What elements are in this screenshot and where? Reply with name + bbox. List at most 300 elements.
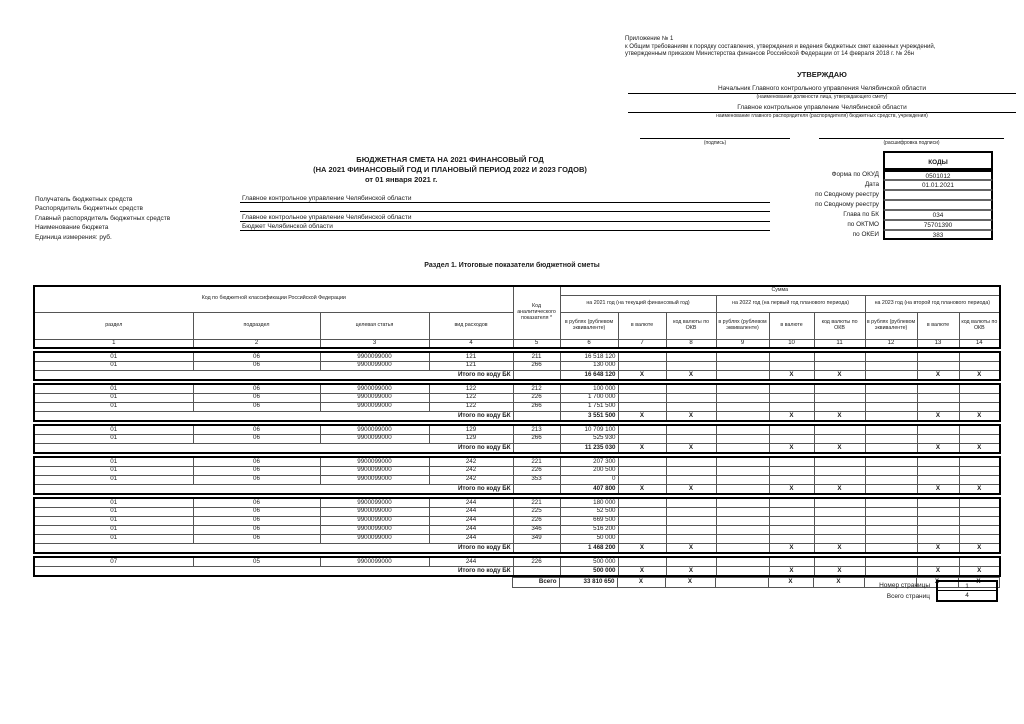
x-mark-cell: X bbox=[769, 411, 814, 421]
data-cell: 221 bbox=[513, 457, 560, 466]
data-row bbox=[34, 393, 1000, 402]
data-cell: 1 700 000 bbox=[560, 393, 618, 402]
results-table bbox=[33, 285, 999, 588]
x-mark-cell: X bbox=[959, 484, 1000, 494]
data-cell: 06 bbox=[193, 361, 320, 370]
empty-cell bbox=[769, 457, 814, 466]
data-cell: 01 bbox=[34, 425, 193, 434]
empty-cell bbox=[959, 361, 1000, 370]
requisite-value: Бюджет Челябинской области bbox=[240, 223, 770, 231]
empty-cell bbox=[959, 402, 1000, 411]
data-cell: 06 bbox=[193, 393, 320, 402]
data-cell: 05 bbox=[193, 557, 320, 566]
empty-cell bbox=[959, 516, 1000, 525]
data-cell: 01 bbox=[34, 361, 193, 370]
empty-cell bbox=[865, 384, 917, 393]
requisite-row bbox=[35, 231, 775, 241]
x-mark-cell: X bbox=[917, 411, 959, 421]
code-value: 0501012 bbox=[883, 170, 993, 180]
empty-cell bbox=[716, 466, 769, 475]
empty-cell bbox=[814, 393, 865, 402]
empty-cell bbox=[618, 466, 666, 475]
empty-cell bbox=[769, 534, 814, 543]
column-number: 11 bbox=[814, 339, 865, 348]
header-vid-rashodov: вид расходов bbox=[429, 312, 513, 339]
data-cell: 01 bbox=[34, 534, 193, 543]
empty-cell bbox=[618, 402, 666, 411]
data-cell: 01 bbox=[34, 525, 193, 534]
data-cell: 9900099000 bbox=[320, 393, 429, 402]
empty-cell bbox=[618, 475, 666, 484]
data-cell: 9900099000 bbox=[320, 466, 429, 475]
x-mark-cell: X bbox=[768, 578, 813, 588]
x-mark-cell bbox=[865, 543, 917, 553]
header-analytic-code: Код аналитического показателя * bbox=[513, 286, 560, 339]
empty-cell bbox=[769, 516, 814, 525]
empty-cell bbox=[618, 384, 666, 393]
empty-cell bbox=[917, 557, 959, 566]
appendix-note-line2: к Общим требованиям к порядку составления, утверждения и ведения бюджетных смет казенных учреждений, bbox=[625, 43, 936, 50]
requisites-block bbox=[35, 193, 775, 241]
data-cell: 06 bbox=[193, 402, 320, 411]
empty-cell bbox=[865, 475, 917, 484]
empty-cell bbox=[917, 384, 959, 393]
empty-cell bbox=[814, 457, 865, 466]
empty-cell bbox=[666, 434, 716, 443]
empty-cell bbox=[814, 475, 865, 484]
data-cell: 06 bbox=[193, 498, 320, 507]
header-rub-2023: в рублях (рублевом эквиваленте) bbox=[865, 312, 917, 339]
empty-cell bbox=[865, 516, 917, 525]
spacer-cell bbox=[33, 578, 512, 588]
empty-cell bbox=[917, 525, 959, 534]
data-cell: 52 500 bbox=[560, 507, 618, 516]
approval-org-hint: наименование главного распорядителя (распорядителя) бюджетных средств, учреждения) bbox=[716, 113, 928, 119]
data-cell: 122 bbox=[429, 402, 513, 411]
data-cell: 01 bbox=[34, 352, 193, 361]
x-mark-cell bbox=[865, 411, 917, 421]
x-mark-cell bbox=[865, 566, 917, 576]
subtotal-label: Итого по коду БК bbox=[34, 411, 513, 421]
requisite-value bbox=[240, 211, 770, 212]
empty-cell bbox=[618, 393, 666, 402]
empty-cell bbox=[865, 457, 917, 466]
column-number: 3 bbox=[320, 339, 429, 348]
empty-cell bbox=[513, 411, 560, 421]
results-table-header bbox=[33, 285, 1001, 349]
data-cell: 226 bbox=[513, 393, 560, 402]
data-row bbox=[34, 425, 1000, 434]
requisite-value: Главное контрольное управление Челябинской области bbox=[240, 214, 770, 222]
empty-cell bbox=[716, 361, 769, 370]
data-cell: 180 000 bbox=[560, 498, 618, 507]
data-cell: 207 300 bbox=[560, 457, 618, 466]
empty-cell bbox=[814, 516, 865, 525]
empty-cell bbox=[917, 425, 959, 434]
empty-cell bbox=[917, 516, 959, 525]
empty-cell bbox=[917, 361, 959, 370]
code-label: по Сводному реестру bbox=[815, 201, 879, 208]
data-row bbox=[34, 434, 1000, 443]
data-cell: 349 bbox=[513, 534, 560, 543]
empty-cell bbox=[716, 525, 769, 534]
header-okv-2021: код валюты по ОКВ bbox=[666, 312, 716, 339]
header-year-2021: на 2021 год (на текущий финансовый год) bbox=[560, 295, 716, 312]
approval-title: УТВЕРЖДАЮ bbox=[797, 70, 847, 79]
empty-cell bbox=[814, 384, 865, 393]
data-cell: 266 bbox=[513, 434, 560, 443]
x-mark-cell: X bbox=[618, 543, 666, 553]
empty-cell bbox=[959, 466, 1000, 475]
empty-cell bbox=[865, 393, 917, 402]
column-number: 14 bbox=[959, 339, 1000, 348]
header-okv-2022: код валюты по ОКВ bbox=[814, 312, 865, 339]
empty-cell bbox=[666, 557, 716, 566]
data-cell: 06 bbox=[193, 516, 320, 525]
x-mark-cell: X bbox=[618, 370, 666, 380]
empty-cell bbox=[513, 484, 560, 494]
empty-cell bbox=[716, 557, 769, 566]
empty-cell bbox=[618, 507, 666, 516]
bk-group-table bbox=[33, 456, 1001, 495]
data-row bbox=[34, 457, 1000, 466]
page-number-label: Номер страницы bbox=[879, 582, 930, 589]
column-number: 2 bbox=[193, 339, 320, 348]
data-cell: 0 bbox=[560, 475, 618, 484]
subtotal-row bbox=[34, 411, 1000, 421]
x-mark-cell: X bbox=[666, 484, 716, 494]
data-cell: 669 500 bbox=[560, 516, 618, 525]
x-mark-cell: X bbox=[959, 566, 1000, 576]
data-row bbox=[34, 498, 1000, 507]
appendix-note-line3: утвержденным приказом Министерства финансов Российской Федерации от 14 февраля 2018 г. № 26н bbox=[625, 51, 914, 57]
header-sum: Сумма bbox=[560, 286, 1000, 295]
data-cell: 122 bbox=[429, 393, 513, 402]
x-mark-cell bbox=[865, 484, 917, 494]
subtotal-value: 407 800 bbox=[560, 484, 618, 494]
data-cell: 9900099000 bbox=[320, 475, 429, 484]
empty-cell bbox=[769, 507, 814, 516]
data-cell: 121 bbox=[429, 352, 513, 361]
empty-cell bbox=[666, 516, 716, 525]
column-number: 12 bbox=[865, 339, 917, 348]
empty-cell bbox=[666, 534, 716, 543]
page-number-value: 1 bbox=[936, 580, 998, 591]
empty-cell bbox=[666, 402, 716, 411]
data-row bbox=[34, 466, 1000, 475]
empty-cell bbox=[769, 402, 814, 411]
x-mark-cell: X bbox=[665, 578, 715, 588]
empty-cell bbox=[618, 557, 666, 566]
data-row bbox=[34, 557, 1000, 566]
requisite-label: Единица измерения: руб. bbox=[35, 233, 112, 241]
empty-cell bbox=[513, 543, 560, 553]
x-mark-cell: X bbox=[618, 411, 666, 421]
empty-cell bbox=[814, 534, 865, 543]
empty-cell bbox=[959, 434, 1000, 443]
appendix-note bbox=[625, 36, 1021, 59]
x-mark-cell: X bbox=[769, 443, 814, 453]
requisite-value: Главное контрольное управление Челябинской области bbox=[240, 195, 770, 203]
code-label: Дата bbox=[864, 181, 879, 188]
subtotal-row bbox=[34, 443, 1000, 453]
data-cell: 10 709 100 bbox=[560, 425, 618, 434]
x-mark-cell: X bbox=[618, 443, 666, 453]
data-row bbox=[34, 384, 1000, 393]
x-mark-cell: X bbox=[769, 543, 814, 553]
x-mark-cell: X bbox=[916, 578, 958, 588]
empty-cell bbox=[618, 457, 666, 466]
bk-group-table bbox=[33, 424, 1001, 454]
x-mark-cell: X bbox=[958, 578, 999, 588]
data-cell: 244 bbox=[429, 498, 513, 507]
data-cell: 06 bbox=[193, 384, 320, 393]
data-cell: 01 bbox=[34, 498, 193, 507]
bk-group-table bbox=[33, 351, 1001, 381]
empty-cell bbox=[865, 402, 917, 411]
code-label: по Сводному реестру bbox=[815, 191, 879, 198]
x-mark-cell bbox=[716, 370, 769, 380]
code-value: 01.01.2021 bbox=[883, 180, 993, 190]
x-mark-cell: X bbox=[618, 484, 666, 494]
empty-cell bbox=[618, 498, 666, 507]
empty-cell bbox=[917, 434, 959, 443]
x-mark-cell: X bbox=[917, 484, 959, 494]
data-cell: 525 930 bbox=[560, 434, 618, 443]
data-cell: 244 bbox=[429, 525, 513, 534]
empty-cell bbox=[716, 516, 769, 525]
data-cell: 07 bbox=[34, 557, 193, 566]
empty-cell bbox=[814, 425, 865, 434]
column-number: 5 bbox=[513, 339, 560, 348]
empty-cell bbox=[959, 425, 1000, 434]
signature-line bbox=[640, 131, 790, 139]
code-value: 75701390 bbox=[883, 220, 993, 230]
data-cell: 9900099000 bbox=[320, 425, 429, 434]
data-cell: 221 bbox=[513, 498, 560, 507]
signature-field bbox=[640, 131, 790, 150]
code-value bbox=[883, 200, 993, 210]
data-row bbox=[34, 352, 1000, 361]
empty-cell bbox=[865, 534, 917, 543]
x-mark-cell: X bbox=[959, 411, 1000, 421]
data-row bbox=[34, 361, 1000, 370]
data-cell: 9900099000 bbox=[320, 507, 429, 516]
data-cell: 01 bbox=[34, 457, 193, 466]
data-cell: 01 bbox=[34, 516, 193, 525]
grand-total-label: Всего bbox=[512, 578, 559, 588]
data-cell: 9900099000 bbox=[320, 516, 429, 525]
approval-org: Главное контрольное управление Челябинской области bbox=[628, 104, 1016, 113]
empty-cell bbox=[666, 507, 716, 516]
data-cell: 06 bbox=[193, 457, 320, 466]
requisite-row bbox=[35, 193, 775, 203]
data-cell: 346 bbox=[513, 525, 560, 534]
data-cell: 9900099000 bbox=[320, 498, 429, 507]
data-cell: 500 000 bbox=[560, 557, 618, 566]
empty-cell bbox=[716, 498, 769, 507]
empty-cell bbox=[814, 466, 865, 475]
x-mark-cell: X bbox=[814, 484, 865, 494]
header-currency-2022: в валюте bbox=[769, 312, 814, 339]
x-mark-cell: X bbox=[917, 543, 959, 553]
empty-cell bbox=[666, 393, 716, 402]
empty-cell bbox=[959, 557, 1000, 566]
x-mark-cell: X bbox=[666, 443, 716, 453]
data-cell: 226 bbox=[513, 466, 560, 475]
approval-block bbox=[628, 70, 1016, 150]
signature-decode-line bbox=[819, 131, 1004, 139]
data-cell: 242 bbox=[429, 466, 513, 475]
header-rub-2021: в рублях (рублевом эквиваленте) bbox=[560, 312, 618, 339]
data-cell: 06 bbox=[193, 507, 320, 516]
empty-cell bbox=[666, 475, 716, 484]
x-mark-cell bbox=[865, 370, 917, 380]
requisite-label: Распорядитель бюджетных средств bbox=[35, 205, 143, 212]
empty-cell bbox=[769, 557, 814, 566]
empty-cell bbox=[666, 466, 716, 475]
x-mark-cell: X bbox=[666, 370, 716, 380]
empty-cell bbox=[917, 507, 959, 516]
data-cell: 06 bbox=[193, 534, 320, 543]
empty-cell bbox=[865, 434, 917, 443]
empty-cell bbox=[865, 352, 917, 361]
data-cell: 9900099000 bbox=[320, 557, 429, 566]
empty-cell bbox=[716, 457, 769, 466]
codes-header: КОДЫ bbox=[883, 151, 993, 170]
data-cell: 100 000 bbox=[560, 384, 618, 393]
data-cell: 213 bbox=[513, 425, 560, 434]
code-label: Форма по ОКУД bbox=[831, 171, 879, 178]
empty-cell bbox=[959, 534, 1000, 543]
subtotal-label: Итого по коду БК bbox=[34, 566, 513, 576]
x-mark-cell: X bbox=[814, 543, 865, 553]
data-cell: 244 bbox=[429, 507, 513, 516]
data-cell: 9900099000 bbox=[320, 384, 429, 393]
data-cell: 50 000 bbox=[560, 534, 618, 543]
section-title: Раздел 1. Итоговые показатели бюджетной сметы bbox=[424, 262, 600, 269]
x-mark-cell bbox=[716, 543, 769, 553]
empty-cell bbox=[917, 534, 959, 543]
column-number: 1 bbox=[34, 339, 193, 348]
x-mark-cell: X bbox=[814, 566, 865, 576]
empty-cell bbox=[814, 525, 865, 534]
x-mark-cell bbox=[716, 566, 769, 576]
x-mark-cell: X bbox=[917, 443, 959, 453]
empty-cell bbox=[618, 434, 666, 443]
header-celevaya: целевая статья bbox=[320, 312, 429, 339]
approval-position-hint: (наименование должности лица, утверждающего смету) bbox=[756, 94, 888, 100]
data-cell: 9900099000 bbox=[320, 525, 429, 534]
column-number: 10 bbox=[769, 339, 814, 348]
data-cell: 121 bbox=[429, 361, 513, 370]
subtotal-label: Итого по коду БК bbox=[34, 484, 513, 494]
empty-cell bbox=[814, 434, 865, 443]
x-mark-cell bbox=[716, 484, 769, 494]
bk-group-table bbox=[33, 497, 1001, 554]
empty-cell bbox=[769, 393, 814, 402]
column-number: 8 bbox=[666, 339, 716, 348]
total-pages-value: 4 bbox=[936, 591, 998, 602]
grand-total-value: 33 810 650 bbox=[559, 578, 617, 588]
data-cell: 9900099000 bbox=[320, 457, 429, 466]
data-cell: 06 bbox=[193, 425, 320, 434]
empty-cell bbox=[618, 516, 666, 525]
subtotal-value: 500 000 bbox=[560, 566, 618, 576]
subtotal-value: 1 468 200 bbox=[560, 543, 618, 553]
empty-cell bbox=[618, 425, 666, 434]
data-row bbox=[34, 525, 1000, 534]
data-cell: 244 bbox=[429, 534, 513, 543]
empty-cell bbox=[666, 352, 716, 361]
x-mark-cell: X bbox=[959, 543, 1000, 553]
data-cell: 200 500 bbox=[560, 466, 618, 475]
subtotal-row bbox=[34, 566, 1000, 576]
empty-cell bbox=[618, 361, 666, 370]
empty-cell bbox=[716, 507, 769, 516]
data-cell: 01 bbox=[34, 475, 193, 484]
empty-cell bbox=[959, 498, 1000, 507]
empty-cell bbox=[814, 402, 865, 411]
bk-group-table bbox=[33, 383, 1001, 422]
bk-group-table bbox=[33, 556, 1001, 577]
empty-cell bbox=[666, 457, 716, 466]
data-cell: 130 000 bbox=[560, 361, 618, 370]
empty-cell bbox=[666, 425, 716, 434]
x-mark-cell: X bbox=[618, 566, 666, 576]
empty-cell bbox=[959, 525, 1000, 534]
subtotal-row bbox=[34, 543, 1000, 553]
x-mark-cell: X bbox=[813, 578, 864, 588]
x-mark-cell: X bbox=[917, 566, 959, 576]
empty-cell bbox=[865, 507, 917, 516]
data-cell: 226 bbox=[513, 557, 560, 566]
data-cell: 06 bbox=[193, 475, 320, 484]
empty-cell bbox=[917, 393, 959, 402]
requisite-row bbox=[35, 203, 775, 213]
data-cell: 01 bbox=[34, 384, 193, 393]
document-title bbox=[250, 155, 650, 185]
data-cell: 01 bbox=[34, 393, 193, 402]
data-cell: 266 bbox=[513, 402, 560, 411]
subtotal-value: 16 648 120 bbox=[560, 370, 618, 380]
codes-spacer bbox=[765, 151, 883, 170]
data-cell: 01 bbox=[34, 466, 193, 475]
column-number: 9 bbox=[716, 339, 769, 348]
page-footer bbox=[818, 580, 998, 602]
x-mark-cell bbox=[716, 411, 769, 421]
approval-position: Начальник Главного контрольного управления Челябинской области bbox=[628, 85, 1016, 94]
x-mark-cell: X bbox=[814, 443, 865, 453]
header-rub-2022: в рублях (рублевом эквиваленте) bbox=[716, 312, 769, 339]
empty-cell bbox=[814, 507, 865, 516]
subtotal-label: Итого по коду БК bbox=[34, 370, 513, 380]
empty-cell bbox=[959, 352, 1000, 361]
column-number: 4 bbox=[429, 339, 513, 348]
header-year-2023: на 2023 год (на второй год планового периода) bbox=[865, 295, 1000, 312]
empty-cell bbox=[513, 443, 560, 453]
code-value: 383 bbox=[883, 230, 993, 240]
data-cell: 129 bbox=[429, 434, 513, 443]
code-label: по ОКЕИ bbox=[852, 231, 879, 238]
empty-cell bbox=[769, 434, 814, 443]
empty-cell bbox=[716, 402, 769, 411]
data-cell: 129 bbox=[429, 425, 513, 434]
empty-cell bbox=[769, 525, 814, 534]
data-cell: 9900099000 bbox=[320, 434, 429, 443]
empty-cell bbox=[716, 352, 769, 361]
subtotal-label: Итого по коду БК bbox=[34, 443, 513, 453]
